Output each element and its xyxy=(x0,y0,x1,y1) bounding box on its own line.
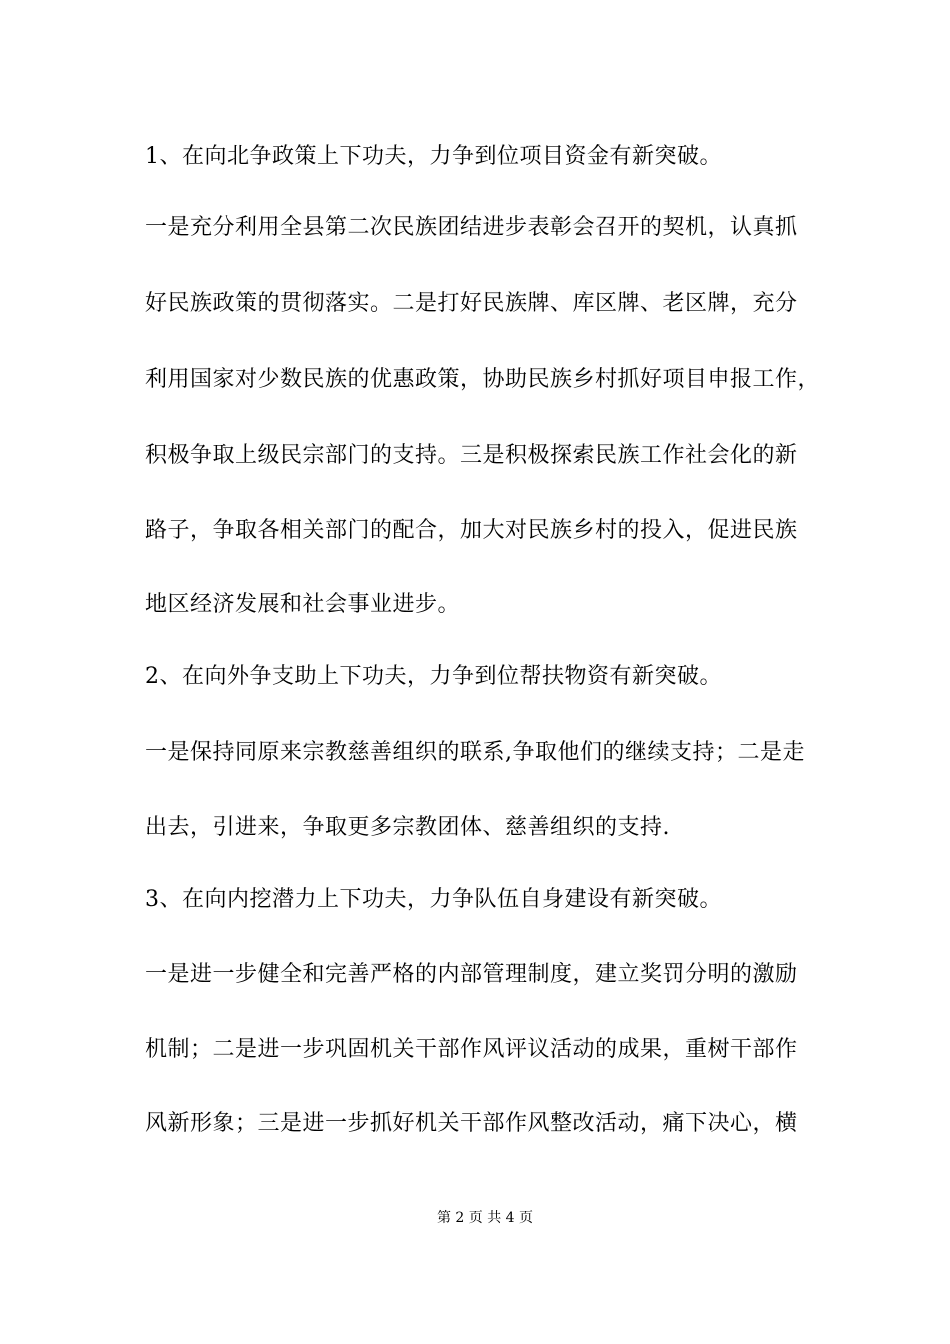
paragraph-line: 一是充分利用全县第二次民族团结进步表彰会召开的契机，认真抓 xyxy=(145,215,798,240)
paragraph-line: 一是保持同原来宗教慈善组织的联系,争取他们的继续支持；二是走 xyxy=(145,740,805,765)
paragraph-line: 地区经济发展和社会事业进步。 xyxy=(145,592,461,617)
paragraph-line: 出去，引进来，争取更多宗教团体、慈善组织的支持. xyxy=(145,815,670,840)
paragraph-line: 好民族政策的贯彻落实。二是打好民族牌、库区牌、老区牌，充分 xyxy=(145,291,798,316)
heading-1: 1、在向北争政策上下功夫，力争到位项目资金有新突破。 xyxy=(145,144,722,169)
paragraph-line: 利用国家对少数民族的优惠政策，协助民族乡村抓好项目申报工作， xyxy=(145,367,821,392)
heading-2: 2、在向外争支助上下功夫，力争到位帮扶物资有新突破。 xyxy=(145,664,722,689)
heading-3: 3、在向内挖潜力上下功夫，力争队伍自身建设有新突破。 xyxy=(145,887,722,912)
paragraph-line: 积极争取上级民宗部门的支持。三是积极探索民族工作社会化的新 xyxy=(145,443,798,468)
paragraph-line: 一是进一步健全和完善严格的内部管理制度，建立奖罚分明的激励 xyxy=(145,962,798,987)
paragraph-line: 路子，争取各相关部门的配合，加大对民族乡村的投入，促进民族 xyxy=(145,518,798,543)
page-number: 第 2 页 共 4 页 xyxy=(436,1210,534,1226)
paragraph-line: 机制；二是进一步巩固机关干部作风评议活动的成果，重树干部作 xyxy=(145,1037,798,1062)
paragraph-line: 风新形象；三是进一步抓好机关干部作风整改活动，痛下决心，横 xyxy=(145,1111,798,1136)
